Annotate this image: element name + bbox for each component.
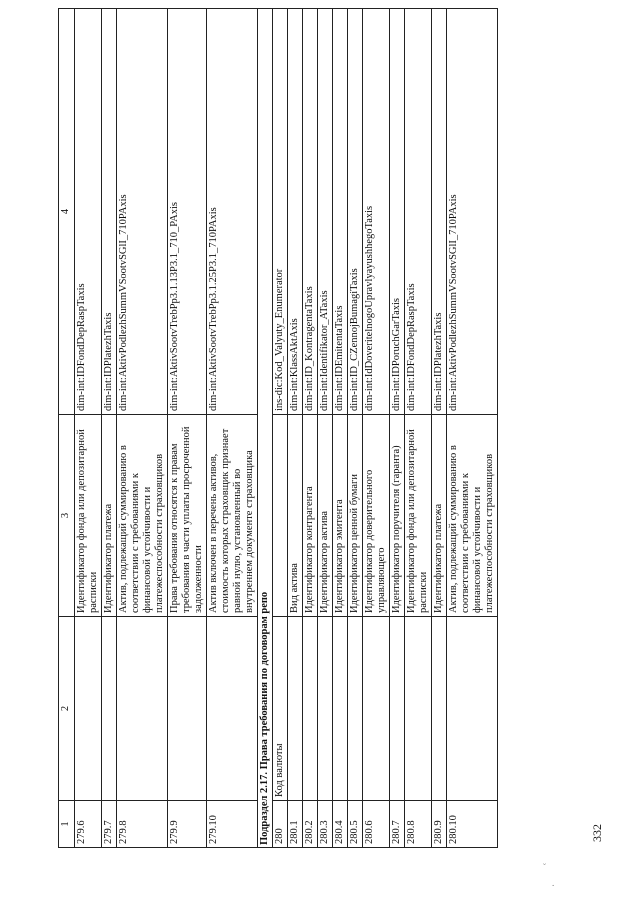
dimension-name-cell: Идентификатор эмитента [333,415,348,617]
indicator-cell [207,617,258,801]
row-number-cell: 280.5 [348,801,363,848]
row-number-cell: 280.9 [432,801,447,848]
taxonomy-code-cell: dim-int:IDEmitentaTaxis [333,9,348,415]
taxonomy-code-cell: dim-int:Identifikator_ATaxis [318,9,333,415]
indicator-cell [390,617,405,801]
indicator-cell: Код валюты [273,617,288,801]
row-number-cell: 280.3 [318,801,333,848]
dimension-name-cell: Идентификатор актива [318,415,333,617]
table-row [447,9,498,848]
row-number-cell: 280.4 [333,801,348,848]
table-row [363,9,390,848]
indicator-cell [405,617,432,801]
indicator-cell [303,617,318,801]
attribute-table [58,8,498,848]
indicator-cell [432,617,447,801]
taxonomy-code-cell: ins-dic:Kod_Valyuty_Enumerator [273,9,288,415]
row-number-cell: 280.7 [390,801,405,848]
table-row [390,9,405,848]
table-header-row [59,9,75,848]
dimension-name-cell: Идентификатор платежа [432,415,447,617]
header-cell: 2 [59,617,75,801]
dimension-name-cell: Идентификатор ценной бумаги [348,415,363,617]
taxonomy-code-cell: dim-int:ID_KontragentaTaxis [303,9,318,415]
table-row [318,9,333,848]
table-row [288,9,303,848]
row-number-cell: 279.8 [117,801,168,848]
indicator-cell [288,617,303,801]
taxonomy-code-cell: dim-int:IdDoveritelnogoUpravlyayushhegoTaxis [363,9,390,415]
dimension-name-cell: Идентификатор доверительного управляющего [363,415,390,617]
indicator-cell [333,617,348,801]
dimension-name-cell: Идентификатор контрагента [303,415,318,617]
rows-after-section [273,9,498,848]
header-cell: 1 [59,801,75,848]
taxonomy-code-cell: dim-int:IDPlatezhTaxis [102,9,117,415]
indicator-cell [117,617,168,801]
taxonomy-code-cell: dim-int:IDPlatezhTaxis [432,9,447,415]
row-number-cell: 280.1 [288,801,303,848]
table-row [303,9,318,848]
taxonomy-code-cell: dim-int:AktivPodlezhSummVSootvSGlI_710PAxis [117,9,168,415]
indicator-cell [102,617,117,801]
row-number-cell: 279.10 [207,801,258,848]
dimension-name-cell: Идентификатор фонда или депозитарной расписки [75,415,102,617]
taxonomy-code-cell: dim-int:IDPoruchGarTaxis [390,9,405,415]
taxonomy-code-cell: dim-int:IDFondDepRaspTaxis [405,9,432,415]
dimension-name-cell: Идентификатор фонда или депозитарной расписки [405,415,432,617]
dimension-name-cell: Права требования относятся к правам требования в части уплаты просроченной задолженности [168,415,207,617]
header-cell: 4 [59,9,75,415]
table-row [405,9,432,848]
table-row [348,9,363,848]
taxonomy-code-cell: dim-int:ID_CZennojBumagiTaxis [348,9,363,415]
section-block [258,9,273,848]
indicator-cell [168,617,207,801]
row-number-cell: 280.10 [447,801,498,848]
taxonomy-code-cell: dim-int:KlassAktAxis [288,9,303,415]
taxonomy-code-cell: dim-int:AktivPodlezhSummVSootvSGlI_710PAxis [447,9,498,415]
table-row [168,9,207,848]
dimension-name-cell: Актив, подлежащий суммированию в соответствии с требованиями к финансовой устойчивости и платежеспособности страховщиков [447,415,498,617]
indicator-cell [75,617,102,801]
rows-before-section [75,9,258,848]
indicator-cell [447,617,498,801]
table-row [333,9,348,848]
row-number-cell: 279.6 [75,801,102,848]
scan-mark-icon: ˘ [543,862,546,872]
table-row [117,9,168,848]
section-row [258,9,273,848]
table-row [102,9,117,848]
indicator-cell [348,617,363,801]
dimension-name-cell: Актив включен в перечень активов, стоимость которых страховщик признает равной нулю, установленный во внутреннем документе страховщика [207,415,258,617]
dimension-name-cell: Идентификатор поручителя (гаранта) [390,415,405,617]
page-number: 332 [590,824,604,842]
dimension-name-cell: Вид актива [288,415,303,617]
row-number-cell: 279.7 [102,801,117,848]
header-cell: 3 [59,415,75,617]
dimension-name-cell [273,415,288,617]
row-number-cell: 279.9 [168,801,207,848]
table-row [432,9,447,848]
taxonomy-code-cell: dim-int:AktivSootvTrebPp3.1.25P3.1_710PAxis [207,9,258,415]
row-number-cell: 280 [273,801,288,848]
table-row [273,9,288,848]
dimension-name-cell: Идентификатор платежа [102,415,117,617]
section-title: Подраздел 2.17. Права требования по договорам репо [258,9,273,848]
row-number-cell: 280.8 [405,801,432,848]
taxonomy-code-cell: dim-int:AktivSootvTrebPp3.1.13P3.1_710_PAxis [168,9,207,415]
taxonomy-code-cell: dim-int:IDFondDepRaspTaxis [75,9,102,415]
scan-mark-icon: . [552,878,555,888]
row-number-cell: 280.6 [363,801,390,848]
indicator-cell [318,617,333,801]
table-row [75,9,102,848]
table-row [207,9,258,848]
indicator-cell [363,617,390,801]
row-number-cell: 280.2 [303,801,318,848]
dimension-name-cell: Актив, подлежащий суммированию в соответствии с требованиями к финансовой устойчивости и платежеспособности страховщиков [117,415,168,617]
